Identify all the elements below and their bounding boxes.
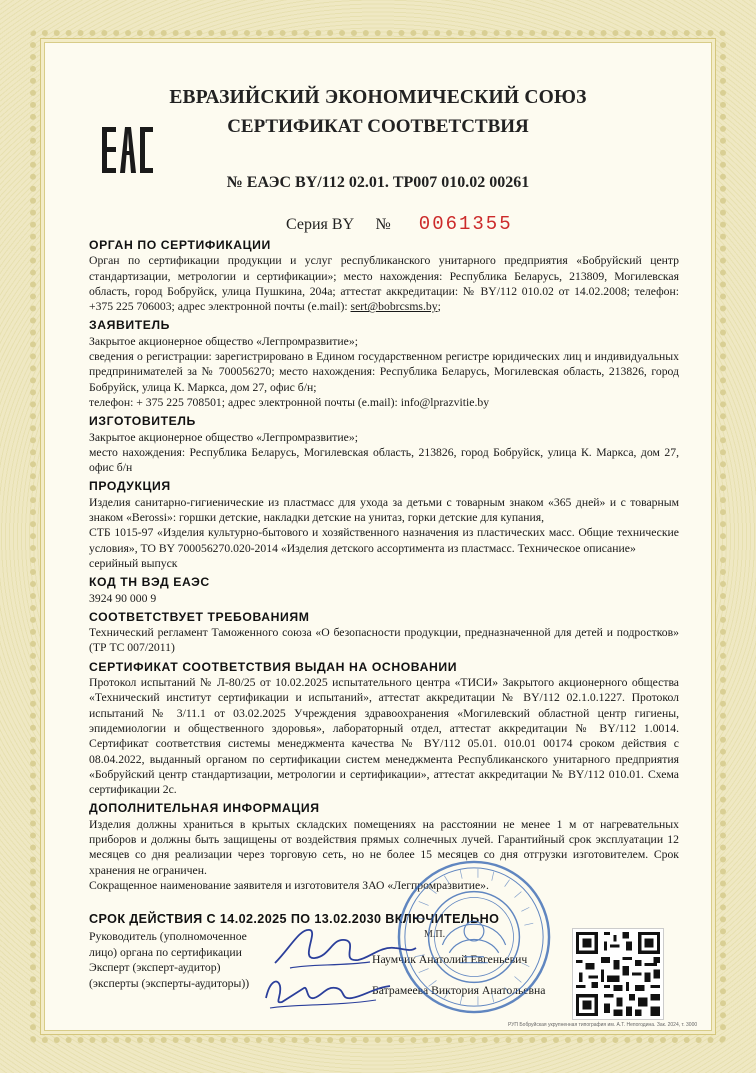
product-release: серийный выпуск (89, 556, 178, 570)
maker-address: место нахождения: Республика Беларусь, Могилевская область, 213826, город Бобруйск, улица К. Маркса, дом 27, офис б/н (89, 445, 679, 475)
section-maker (89, 414, 679, 475)
extra-storage: Изделия должны храниться в крытых складских помещениях на расстоянии не менее 1 м от нагревательных приборов и должны быть защищены от воздействия прямых солнечных лучей. Гарантийный срок эксплуатации 12 месяцев со дня реализации через торговую сеть, но не более 15 месяцев со дня отгрузки изготовителем. Срок хранения не ограничен. (89, 817, 679, 877)
section-title: ЗАЯВИТЕЛЬ (89, 318, 171, 333)
organ-email-link[interactable]: sert@bobrcsms.by (350, 300, 438, 314)
head-label-line1: Руководитель (уполномоченное (89, 930, 247, 943)
section-text (89, 430, 679, 476)
section-requirements (89, 610, 679, 656)
organ-text: Орган по сертификации продукции и услуг республиканского унитарного предприятия «Бобруйский центр стандартизации, метрологии и сертификации»; место нахождения: Республика Беларусь, 213809, Могилевская область, город Бобруйск, улица Пушкина, 204а; аттестат аккредитации: № BY/112 010.02 от 14.02.2008; телефон: +375 225 706003; адрес электронной почты (e.mail): (89, 254, 679, 314)
print-note: РУП Бобруйская укрупненная типография им. А.Т. Непогодина. Зак. 2024, т. 3000 (508, 1022, 698, 1028)
eac-logo-icon (98, 121, 156, 179)
section-text: Технический регламент Таможенного союза «О безопасности продукции, предназначенной для детей и подростков» (ТР ТС 007/2011) (89, 626, 679, 655)
qr-code-icon[interactable] (572, 928, 664, 1020)
applicant-contacts: телефон: + 375 225 708501; адрес электронной почты (e.mail): info@lprazvitie.by (89, 395, 490, 409)
expert-label-line2: (эксперты (эксперты-аудиторы)) (89, 976, 250, 990)
section-extra (89, 801, 679, 893)
section-text (89, 253, 679, 314)
section-code (89, 575, 679, 606)
product-description: Изделия санитарно-гигиенические из пластмасс для ухода за детьми с товарным знаком «365 дней» и с товарным знаком «Berossi»: горшки детские, накладки детские на унитаз, горки детские для купания, (89, 495, 679, 525)
certificate-content (89, 234, 679, 897)
seal-place-label: М.П. (424, 929, 446, 940)
section-title: КОД ТН ВЭД ЕАЭС (89, 575, 210, 590)
product-standards: СТБ 1015-97 «Изделия культурно-бытового и хозяйственного назначения из пластических масс. Общие технические условия», ТО BY 700056270.020-2014 «Изделия детского ассортимента из пластмасс. Техническое описание» (89, 526, 679, 555)
expert-name: Батрамеева Виктория Анатольевна (372, 984, 546, 997)
series-label: Серия BY (286, 216, 354, 233)
section-title: ПРОДУКЦИЯ (89, 479, 171, 494)
section-text (89, 495, 679, 571)
section-title: ОРГАН ПО СЕРТИФИКАЦИИ (89, 238, 271, 252)
section-text (89, 334, 679, 410)
validity-period: СРОК ДЕЙСТВИЯ С 14.02.2025 ПО 13.02.2030 ВКЛЮЧИТЕЛЬНО (89, 912, 500, 926)
section-product (89, 479, 679, 571)
signature-labels (89, 929, 249, 991)
series-line (286, 213, 513, 235)
expert-signature-icon (256, 968, 396, 1018)
union-heading: ЕВРАЗИЙСКИЙ ЭКОНОМИЧЕСКИЙ СОЮЗ (169, 87, 587, 108)
section-title: СЕРТИФИКАТ СООТВЕТСТВИЯ ВЫДАН НА ОСНОВАНИИ (89, 659, 458, 674)
number-sign: № (375, 216, 391, 233)
applicant-registration: сведения о регистрации: зарегистрировано в Едином государственном регистре юридических лиц и индивидуальных предпринимателей за № 700056270; место нахождения: Республика Беларусь, Могилевская область, 213826, город Бобруйск, улица К. Маркса, дом 27, офис б/н; (89, 350, 679, 394)
section-title: ИЗГОТОВИТЕЛЬ (89, 414, 196, 429)
section-applicant (89, 318, 679, 410)
section-text: 3924 90 000 9 (89, 591, 157, 605)
section-title: ДОПОЛНИТЕЛЬНАЯ ИНФОРМАЦИЯ (89, 801, 320, 816)
head-label-line2: лицо) органа по сертификации (89, 945, 242, 959)
section-text: Протокол испытаний № Л-80/25 от 10.02.2025 испытательного центра «ТИСИ» Закрытого акционерного общества «Технический институт сертификации и испытаний», аттестат аккредитации № BY/112 02.1.0.1227. Протокол испытаний № 3/11.1 от 03.02.2025 Учреждения здравоохранения «Могилевский областной центр гигиены, эпидемиологии и общественного здоровья», лабораторный отдел, аттестат аккредитации № BY/112 1.0014. Сертификат соответствия системы менеджмента качества № BY/112 05.01. 010.01 00174 сроком действия с 08.04.2022, выданный органом по сертификации систем менеджмента Республиканского унитарного предприятия «Бобруйский центр стандартизации, метрологии и сертификации», аттестат аккредитации № BY/112 010.01. Схема сертификации 2с. (89, 676, 679, 797)
section-title: СООТВЕТСТВУЕТ ТРЕБОВАНИЯМ (89, 609, 310, 624)
certificate-title: СЕРТИФИКАТ СООТВЕТСТВИЯ (227, 116, 529, 137)
maker-name: Закрытое акционерное общество «Легпромразвитие»; (89, 430, 358, 444)
applicant-name: Закрытое акционерное общество «Легпромразвитие»; (89, 334, 358, 348)
certificate-number: № ЕАЭС BY/112 02.01. ТР007 010.02 00261 (226, 174, 530, 191)
extra-short-name: Сокращенное наименование заявителя и изготовителя ЗАО «Легпромразвитие». (89, 878, 489, 892)
section-basis (89, 660, 679, 798)
expert-label-line1: Эксперт (эксперт-аудитор) (89, 961, 221, 975)
head-name: Наумчик Анатолий Евгеньевич (372, 953, 528, 966)
section-organ (89, 238, 679, 314)
organ-tail: ; (437, 300, 441, 314)
series-number: 0061355 (418, 213, 513, 235)
section-text (89, 817, 679, 893)
